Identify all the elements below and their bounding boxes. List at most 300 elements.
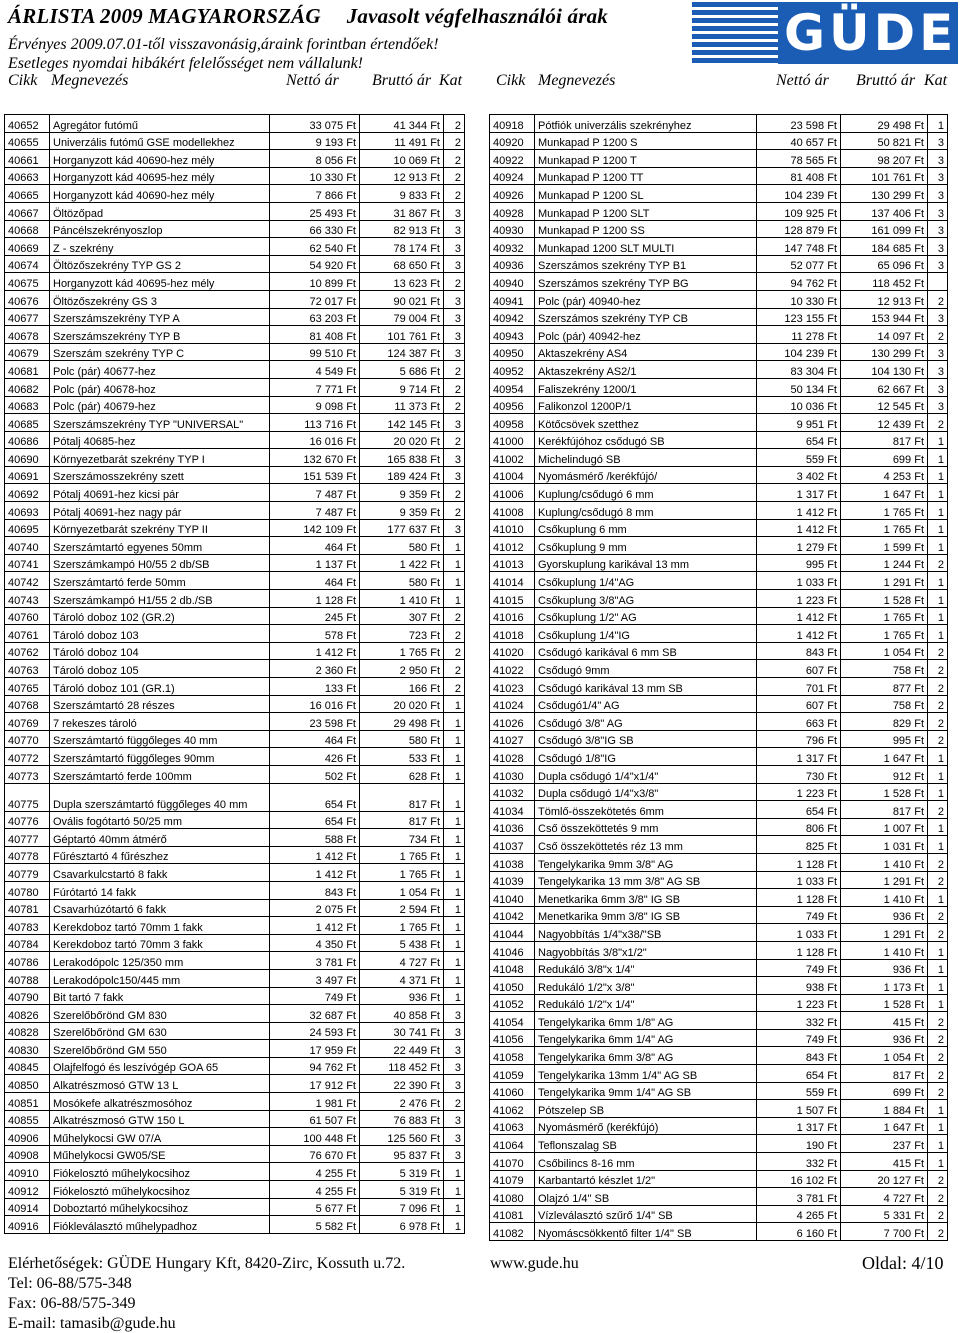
table-row (490, 801, 948, 819)
table-row (5, 917, 465, 935)
col-header-cat-left: Kat (439, 72, 463, 89)
category: 3 (928, 202, 948, 220)
net-price: 81 408 Ft (757, 167, 841, 185)
category: 1 (444, 1216, 465, 1234)
gross-price: 82 913 Ft (360, 220, 444, 238)
table-row (5, 660, 465, 678)
table-row (490, 660, 948, 678)
gross-price: 20 020 Ft (360, 695, 444, 713)
category: 3 (928, 132, 948, 150)
category: 3 (928, 167, 948, 185)
item-code: 40943 (490, 326, 535, 344)
item-name: Agregátor futómű (50, 115, 270, 133)
category: 2 (444, 484, 465, 502)
item-code: 41042 (490, 906, 535, 924)
gross-price: 1 765 Ft (841, 625, 928, 643)
gross-price: 12 913 Ft (841, 290, 928, 308)
item-name: Tengelykarika 13 mm 3/8" AG SB (535, 871, 757, 889)
item-name: Kerekdoboz tartó 70mm 1 fakk (50, 917, 270, 935)
gross-price: 22 390 Ft (360, 1075, 444, 1093)
category: 3 (444, 1022, 465, 1040)
category: 1 (928, 959, 948, 977)
net-price: 94 762 Ft (757, 273, 841, 291)
category: 2 (928, 554, 948, 572)
category: 3 (444, 343, 465, 361)
item-name: Csődugó 3/8" AG (535, 713, 757, 731)
item-name: Csőbilincs 8-16 mm (535, 1153, 757, 1171)
category: 2 (444, 431, 465, 449)
item-code: 40740 (5, 537, 50, 555)
gross-price: 13 623 Ft (360, 273, 444, 291)
gross-price: 1 054 Ft (841, 642, 928, 660)
item-code: 41012 (490, 537, 535, 555)
item-code: 41037 (490, 836, 535, 854)
table-row (490, 625, 948, 643)
gross-price: 877 Ft (841, 678, 928, 696)
item-name: Dupla csődugó 1/4"x3/8" (535, 783, 757, 801)
item-name: Géptartó 40mm átmérő (50, 829, 270, 847)
price-list-title (8, 4, 608, 29)
table-row (5, 969, 465, 987)
table-row (490, 378, 948, 396)
table-row (5, 484, 465, 502)
gross-price: 1 765 Ft (841, 519, 928, 537)
net-price: 1 137 Ft (270, 554, 360, 572)
item-name: Kerekdoboz tartó 70mm 3 fakk (50, 934, 270, 952)
gross-price: 1 765 Ft (360, 917, 444, 935)
item-code: 40655 (5, 132, 50, 150)
item-name: Alkatrészmosó GTW 150 L (50, 1110, 270, 1128)
item-code: 40742 (5, 572, 50, 590)
table-row (5, 308, 465, 326)
item-name: Környezetbarát szekrény TYP II (50, 519, 270, 537)
net-price: 1 223 Ft (757, 590, 841, 608)
net-price: 1 128 Ft (270, 590, 360, 608)
item-name: Szerelőbőrönd GM 830 (50, 1005, 270, 1023)
item-code: 40922 (490, 150, 535, 168)
net-price: 3 497 Ft (270, 969, 360, 987)
net-price: 654 Ft (757, 431, 841, 449)
gross-price: 22 449 Ft (360, 1040, 444, 1058)
table-row (490, 678, 948, 696)
category: 2 (928, 713, 948, 731)
table-row (490, 871, 948, 889)
item-code: 41002 (490, 449, 535, 467)
gross-price: 95 837 Ft (360, 1145, 444, 1163)
gross-price: 628 Ft (360, 765, 444, 783)
col-header-net-right: Nettó ár (776, 72, 829, 89)
net-price: 40 657 Ft (757, 132, 841, 150)
table-row (5, 273, 465, 291)
item-name: Csődugó 1/8"IG (535, 748, 757, 766)
item-code: 40669 (5, 238, 50, 256)
gross-price: 1 765 Ft (360, 846, 444, 864)
net-price: 128 879 Ft (757, 220, 841, 238)
table-row (5, 150, 465, 168)
table-row (490, 836, 948, 854)
col-header-code-left: Cikk (8, 72, 38, 89)
gross-price: 166 Ft (360, 678, 444, 696)
item-code: 41062 (490, 1100, 535, 1118)
net-price: 16 016 Ft (270, 695, 360, 713)
gross-price: 62 667 Ft (841, 378, 928, 396)
gross-price: 9 714 Ft (360, 378, 444, 396)
item-name: Aktaszekrény AS4 (535, 343, 757, 361)
gross-price: 118 452 Ft (841, 273, 928, 291)
gross-price: 1 291 Ft (841, 871, 928, 889)
net-price: 61 507 Ft (270, 1110, 360, 1128)
item-code: 41070 (490, 1153, 535, 1171)
table-row (5, 326, 465, 344)
category: 3 (444, 1005, 465, 1023)
table-row (5, 590, 465, 608)
net-price: 24 593 Ft (270, 1022, 360, 1040)
price-table-right (489, 114, 948, 1241)
item-code: 40920 (490, 132, 535, 150)
category: 3 (444, 1075, 465, 1093)
gross-price: 165 838 Ft (360, 449, 444, 467)
item-name: Környezetbarát szekrény TYP I (50, 449, 270, 467)
col-header-gross-left: Bruttó ár (372, 72, 432, 89)
table-row (5, 519, 465, 537)
table-row (5, 846, 465, 864)
table-row (490, 308, 948, 326)
item-name: Szerszám szekrény TYP C (50, 343, 270, 361)
table-row (490, 889, 948, 907)
category (928, 273, 948, 291)
item-code: 40828 (5, 1022, 50, 1040)
item-name: Tengelykarika 13mm 1/4" AG SB (535, 1065, 757, 1083)
net-price: 4 255 Ft (270, 1163, 360, 1181)
item-code: 40908 (5, 1145, 50, 1163)
item-name: Tengelykarika 6mm 1/4" AG (535, 1029, 757, 1047)
gross-price: 1 647 Ft (841, 1117, 928, 1135)
gross-price: 1 410 Ft (360, 590, 444, 608)
item-code: 41048 (490, 959, 535, 977)
table-row (490, 326, 948, 344)
category: 1 (444, 537, 465, 555)
item-code: 40784 (5, 934, 50, 952)
gross-price: 817 Ft (360, 783, 444, 811)
item-code: 40690 (5, 449, 50, 467)
item-name: Öltözőszekrény TYP GS 2 (50, 255, 270, 273)
item-code: 40912 (5, 1181, 50, 1199)
item-name: Munkapad P 1200 T (535, 150, 757, 168)
net-price: 1 412 Ft (757, 519, 841, 537)
gross-price: 7 700 Ft (841, 1223, 928, 1241)
net-price: 5 582 Ft (270, 1216, 360, 1234)
item-name: Páncélszekrényoszlop (50, 220, 270, 238)
item-name: Szerszámtartó ferde 100mm (50, 765, 270, 783)
category: 3 (444, 449, 465, 467)
footer-website-link[interactable]: www.gude.hu (490, 1255, 579, 1272)
gross-price: 1 054 Ft (841, 1047, 928, 1065)
item-name: 7 rekeszes tároló (50, 713, 270, 731)
item-code: 40772 (5, 748, 50, 766)
net-price: 426 Ft (270, 748, 360, 766)
item-code: 41022 (490, 660, 535, 678)
item-code: 40906 (5, 1128, 50, 1146)
item-name: Pótfiók univerzális szekrényhez (535, 115, 757, 133)
item-code: 41006 (490, 484, 535, 502)
table-row (490, 1082, 948, 1100)
item-name: Polc (pár) 40678-hoz (50, 378, 270, 396)
price-table-left (4, 114, 465, 1234)
category: 1 (444, 917, 465, 935)
gross-price: 31 867 Ft (360, 202, 444, 220)
net-price: 1 317 Ft (757, 1117, 841, 1135)
item-code: 41080 (490, 1188, 535, 1206)
gross-price: 68 650 Ft (360, 255, 444, 273)
item-name: Szerszámszekrény TYP A (50, 308, 270, 326)
category: 2 (928, 660, 948, 678)
item-name: Tároló doboz 103 (50, 625, 270, 643)
category: 3 (444, 1057, 465, 1075)
net-price: 16 102 Ft (757, 1170, 841, 1188)
item-name: Szerszámtartó ferde 50mm (50, 572, 270, 590)
item-code: 40770 (5, 730, 50, 748)
item-name: Szerszámos szekrény TYP BG (535, 273, 757, 291)
item-code: 40679 (5, 343, 50, 361)
category: 2 (928, 1047, 948, 1065)
gross-price: 1 291 Ft (841, 572, 928, 590)
table-row (490, 273, 948, 291)
gross-price: 580 Ft (360, 730, 444, 748)
table-row (5, 934, 465, 952)
item-code: 40918 (490, 115, 535, 133)
item-code: 41040 (490, 889, 535, 907)
item-code: 41058 (490, 1047, 535, 1065)
item-code: 40682 (5, 378, 50, 396)
gross-price: 307 Ft (360, 607, 444, 625)
net-price: 843 Ft (270, 881, 360, 899)
net-price: 54 920 Ft (270, 255, 360, 273)
item-name: Redukáló 1/2"x 1/4" (535, 994, 757, 1012)
category: 2 (928, 642, 948, 660)
gross-price: 177 637 Ft (360, 519, 444, 537)
category: 1 (444, 864, 465, 882)
net-price: 63 203 Ft (270, 308, 360, 326)
item-name: Dupla csődugó 1/4"x1/4" (535, 765, 757, 783)
item-name: Szerszámszekrény TYP B (50, 326, 270, 344)
gross-price: 1 765 Ft (360, 642, 444, 660)
gross-price: 1 244 Ft (841, 554, 928, 572)
table-row (490, 906, 948, 924)
net-price: 654 Ft (757, 1065, 841, 1083)
category: 2 (928, 326, 948, 344)
gross-price: 1 765 Ft (841, 607, 928, 625)
item-name: Munkapad P 1200 SS (535, 220, 757, 238)
table-row (5, 1005, 465, 1023)
item-code: 41046 (490, 941, 535, 959)
footer-tel: Tel: 06-88/575-348 (8, 1275, 132, 1292)
net-price: 1 412 Ft (757, 502, 841, 520)
item-name: Szerszámos szekrény TYP CB (535, 308, 757, 326)
table-row (490, 167, 948, 185)
item-code: 40851 (5, 1093, 50, 1111)
table-row (490, 642, 948, 660)
category: 2 (444, 115, 465, 133)
table-row (5, 713, 465, 731)
category: 2 (928, 695, 948, 713)
category: 1 (444, 730, 465, 748)
item-code: 40668 (5, 220, 50, 238)
gross-price: 1 422 Ft (360, 554, 444, 572)
item-name: Szerszámkampó H0/55 2 db/SB (50, 554, 270, 572)
net-price: 4 265 Ft (757, 1205, 841, 1223)
item-name: Polc (pár) 40940-hez (535, 290, 757, 308)
item-code: 40954 (490, 378, 535, 396)
net-price: 3 402 Ft (757, 466, 841, 484)
item-code: 41036 (490, 818, 535, 836)
item-code: 41060 (490, 1082, 535, 1100)
item-name: Csődugó karikával 6 mm SB (535, 642, 757, 660)
net-price: 78 565 Ft (757, 150, 841, 168)
gross-price: 1 528 Ft (841, 994, 928, 1012)
disclaimer-note: Esetleges nyomdai hibákért felelősséget nem vállalunk! (8, 55, 364, 72)
gude-logo (692, 2, 958, 64)
category: 3 (444, 414, 465, 432)
gross-price: 817 Ft (841, 431, 928, 449)
item-name: Szerszámszekrény TYP "UNIVERSAL" (50, 414, 270, 432)
net-price: 9 193 Ft (270, 132, 360, 150)
item-code: 40952 (490, 361, 535, 379)
category: 1 (928, 607, 948, 625)
item-code: 41010 (490, 519, 535, 537)
item-code: 41020 (490, 642, 535, 660)
item-code: 40940 (490, 273, 535, 291)
gross-price: 118 452 Ft (360, 1057, 444, 1075)
table-row (5, 1075, 465, 1093)
table-row (5, 378, 465, 396)
gross-price: 533 Ft (360, 748, 444, 766)
net-price: 81 408 Ft (270, 326, 360, 344)
item-code: 41052 (490, 994, 535, 1012)
item-name: Horganyzott kád 40695-hez mély (50, 273, 270, 291)
item-name: Horganyzott kád 40695-hez mély (50, 167, 270, 185)
item-code: 40788 (5, 969, 50, 987)
item-name: Tároló doboz 105 (50, 660, 270, 678)
net-price: 7 487 Ft (270, 502, 360, 520)
table-row (490, 1170, 948, 1188)
item-name: Öltözőszekrény GS 3 (50, 290, 270, 308)
item-name: Menetkarika 6mm 3/8" IG SB (535, 889, 757, 907)
item-code: 40958 (490, 414, 535, 432)
item-code: 40956 (490, 396, 535, 414)
item-code: 41008 (490, 502, 535, 520)
net-price: 17 959 Ft (270, 1040, 360, 1058)
table-row (5, 783, 465, 811)
table-row (490, 959, 948, 977)
footer-fax: Fax: 06-88/575-349 (8, 1295, 136, 1312)
table-row (490, 572, 948, 590)
table-row (490, 1100, 948, 1118)
gross-price: 4 371 Ft (360, 969, 444, 987)
item-name: Csőkuplung 6 mm (535, 519, 757, 537)
table-row (5, 952, 465, 970)
gross-price: 1 007 Ft (841, 818, 928, 836)
item-name: Kerékfújóhoz csődugó SB (535, 431, 757, 449)
category: 1 (444, 934, 465, 952)
gross-price: 4 727 Ft (841, 1188, 928, 1206)
item-code: 40743 (5, 590, 50, 608)
net-price: 1 033 Ft (757, 572, 841, 590)
gross-price: 2 950 Ft (360, 660, 444, 678)
table-row (5, 361, 465, 379)
item-name: Csavarhúzótartó 6 fakk (50, 899, 270, 917)
table-row (490, 977, 948, 995)
net-price: 100 448 Ft (270, 1128, 360, 1146)
net-price: 502 Ft (270, 765, 360, 783)
table-row (490, 202, 948, 220)
gross-price: 98 207 Ft (841, 150, 928, 168)
table-row (5, 678, 465, 696)
net-price: 99 510 Ft (270, 343, 360, 361)
table-row (5, 748, 465, 766)
gross-price: 1 647 Ft (841, 484, 928, 502)
item-code: 40926 (490, 185, 535, 203)
category: 1 (928, 590, 948, 608)
table-row (490, 1012, 948, 1030)
item-code: 41026 (490, 713, 535, 731)
item-code: 40676 (5, 290, 50, 308)
footer-email: E-mail: tamasib@gude.hu (8, 1315, 176, 1332)
category: 1 (928, 572, 948, 590)
item-code: 41032 (490, 783, 535, 801)
item-name: Munkapad P 1200 TT (535, 167, 757, 185)
gross-price: 1 528 Ft (841, 590, 928, 608)
item-code: 41063 (490, 1117, 535, 1135)
item-name: Tengelykarika 6mm 1/8" AG (535, 1012, 757, 1030)
gross-price: 5 319 Ft (360, 1163, 444, 1181)
gross-price: 10 069 Ft (360, 150, 444, 168)
table-row (5, 987, 465, 1005)
item-name: Alkatrészmosó GTW 13 L (50, 1075, 270, 1093)
gross-price: 9 833 Ft (360, 185, 444, 203)
category: 1 (928, 889, 948, 907)
item-name: Öltözőpad (50, 202, 270, 220)
category: 2 (444, 678, 465, 696)
category: 3 (928, 255, 948, 273)
category: 2 (928, 730, 948, 748)
category: 1 (928, 977, 948, 995)
document-title: ÁRLISTA 2009 MAGYARORSZÁG (8, 4, 321, 28)
category: 2 (444, 1093, 465, 1111)
gross-price: 1 031 Ft (841, 836, 928, 854)
category: 3 (928, 238, 948, 256)
gross-price: 189 424 Ft (360, 466, 444, 484)
gross-price: 101 761 Ft (360, 326, 444, 344)
item-code: 40830 (5, 1040, 50, 1058)
net-price: 76 670 Ft (270, 1145, 360, 1163)
net-price: 2 360 Ft (270, 660, 360, 678)
table-row (490, 1188, 948, 1206)
item-code: 41000 (490, 431, 535, 449)
net-price: 749 Ft (757, 1029, 841, 1047)
net-price: 10 899 Ft (270, 273, 360, 291)
net-price: 104 239 Ft (757, 343, 841, 361)
item-code: 40691 (5, 466, 50, 484)
net-price: 1 317 Ft (757, 484, 841, 502)
net-price: 995 Ft (757, 554, 841, 572)
net-price: 730 Ft (757, 765, 841, 783)
item-code: 41030 (490, 765, 535, 783)
item-code: 40845 (5, 1057, 50, 1075)
net-price: 749 Ft (757, 959, 841, 977)
net-price: 123 155 Ft (757, 308, 841, 326)
net-price: 607 Ft (757, 660, 841, 678)
item-name: Olajfelfogó és leszívógép GOA 65 (50, 1057, 270, 1075)
